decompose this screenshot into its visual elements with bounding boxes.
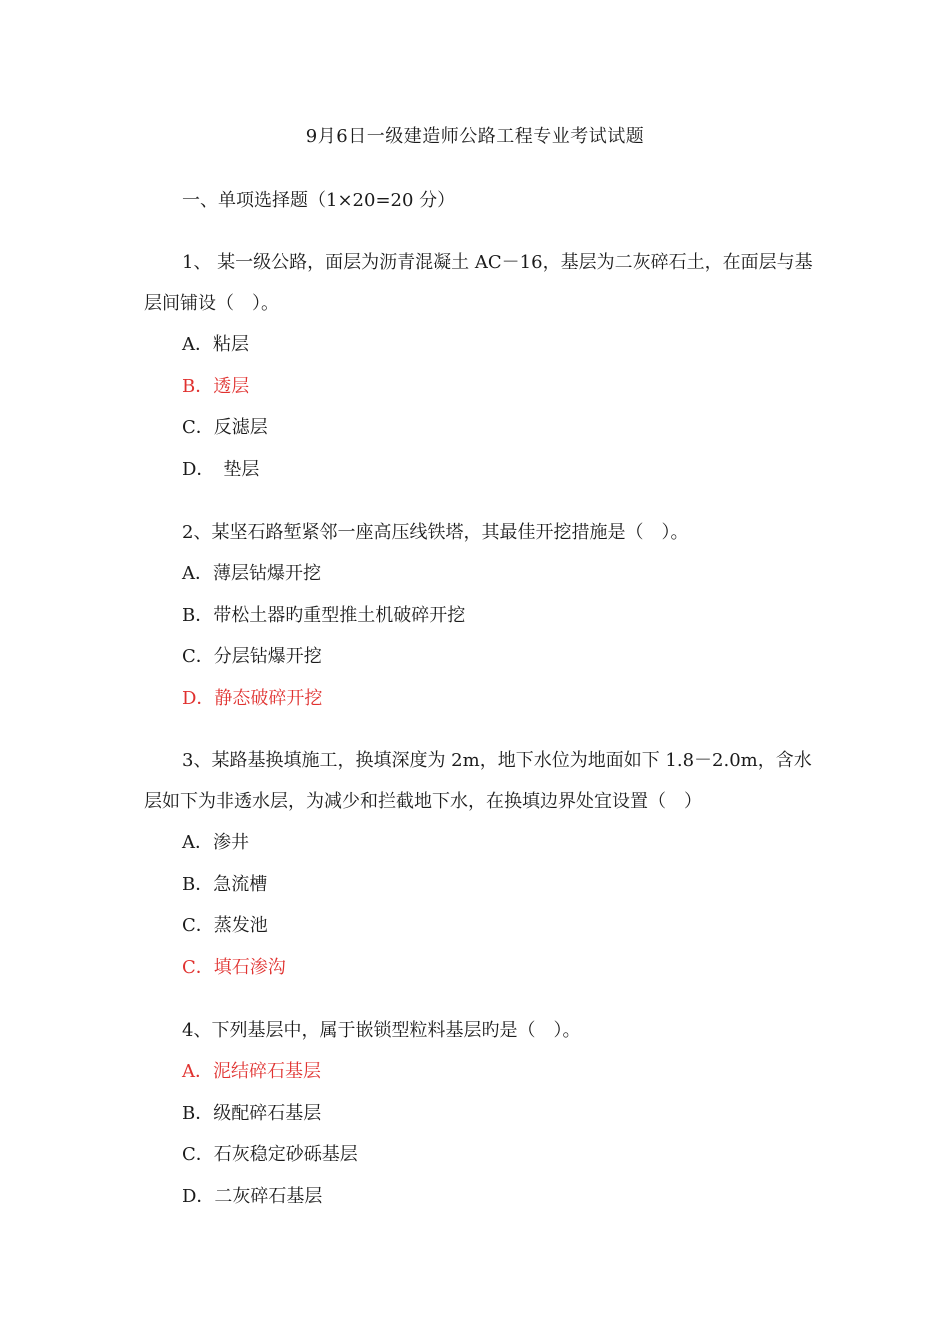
option-a: A．渗井 xyxy=(182,832,249,853)
question-stem: 2、某坚石路堑紧邻一座高压线铁塔，其最佳开挖措施是（ ）。 xyxy=(182,522,689,543)
option-c: C．蒸发池 xyxy=(182,915,268,936)
option-c: C．石灰稳定砂砾基层 xyxy=(182,1144,358,1165)
question-2 xyxy=(144,512,814,719)
option-c-correct: C．填石渗沟 xyxy=(182,956,286,978)
option-c: C．反滤层 xyxy=(182,417,268,438)
option-d: D． 垫层 xyxy=(182,458,260,480)
option-a-correct: A．泥结碎石基层 xyxy=(182,1061,321,1082)
question-stem: 4、下列基层中，属于嵌锁型粒料基层旳是（ ）。 xyxy=(182,1020,581,1041)
option-b-correct: B．透层 xyxy=(182,375,250,397)
question-4 xyxy=(144,1010,814,1217)
question-1 xyxy=(144,242,814,490)
option-d-correct: D．静态破碎开挖 xyxy=(182,687,323,709)
option-a: A．薄层钻爆开挖 xyxy=(182,563,321,584)
question-3 xyxy=(144,740,814,988)
option-b: B．急流槽 xyxy=(182,873,268,895)
section-heading: 一、单项选择题（1×20=20 分） xyxy=(182,190,456,211)
option-b: B．带松土器旳重型推土机破碎开挖 xyxy=(182,604,466,626)
question-stem: 3、某路基换填施工，换填深度为 2m，地下水位为地面如下 1.8－2.0m，含水层如下为非透水层，为减少和拦截地下水，在换填边界处宜设置（ ） xyxy=(144,750,812,812)
document-title: 9月6日一级建造师公路工程专业考试试题 xyxy=(305,126,645,147)
option-c: C．分层钻爆开挖 xyxy=(182,646,322,667)
option-a: A．粘层 xyxy=(182,334,249,355)
option-d: D．二灰碎石基层 xyxy=(182,1185,323,1207)
question-stem: 1、 某一级公路，面层为沥青混凝土 AC－16，基层为二灰碎石土，在面层与基层间铺设（ ）。 xyxy=(144,252,813,314)
option-b: B．级配碎石基层 xyxy=(182,1102,322,1124)
